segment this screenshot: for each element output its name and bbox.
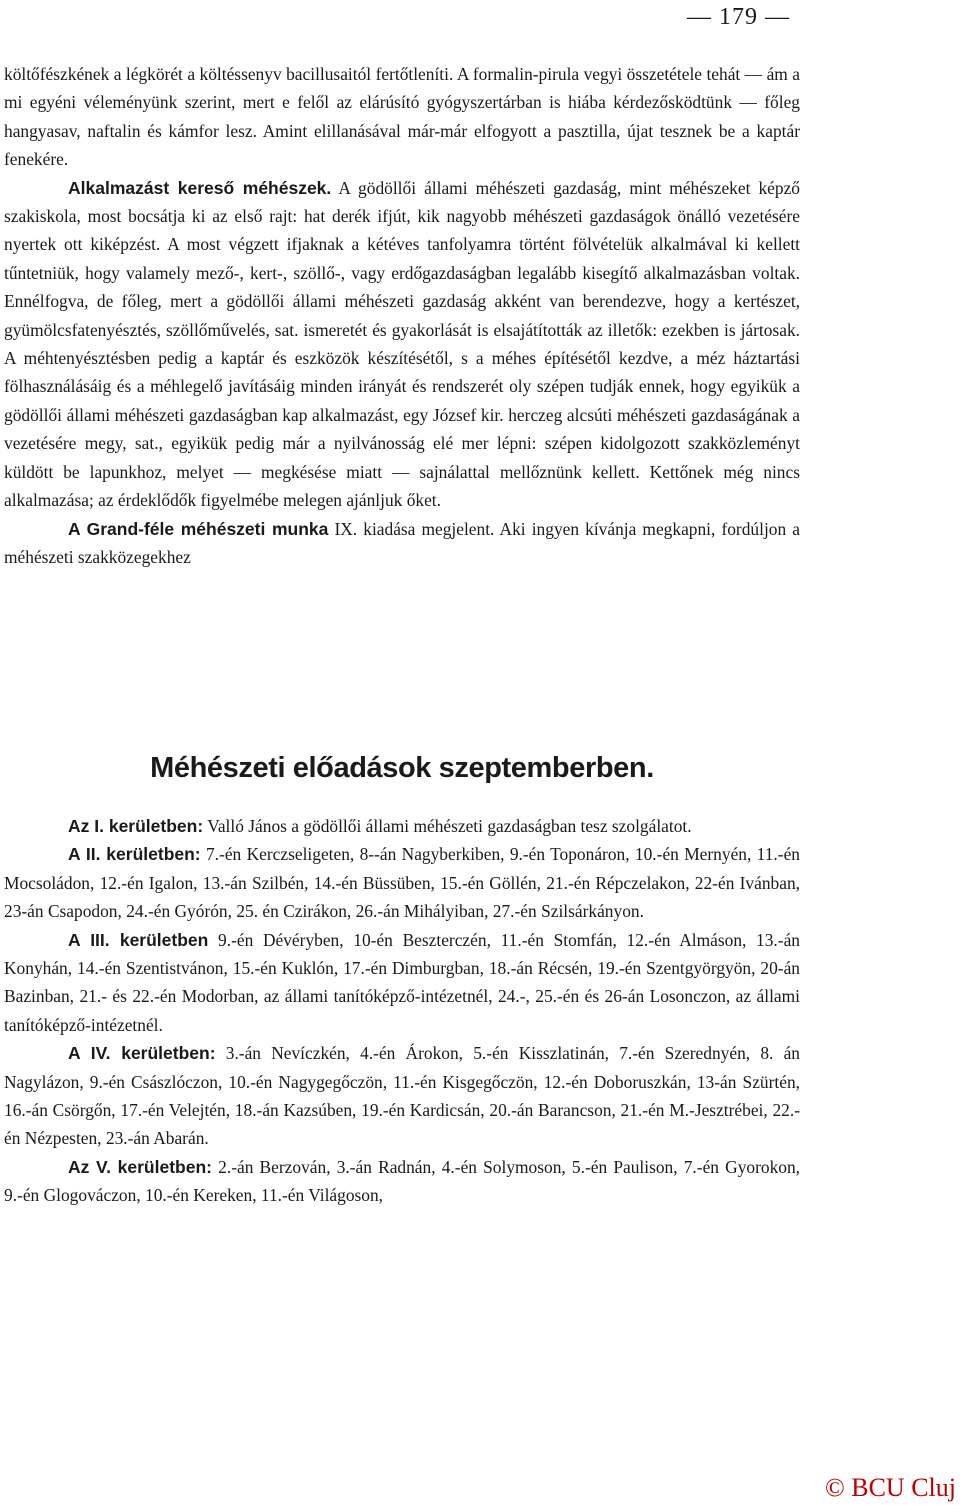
copyright-watermark: © BCU Cluj	[824, 1473, 956, 1502]
district-4-label: A IV. kerületben:	[68, 1043, 216, 1064]
heading-grand: A Grand-féle méhészeti munka	[68, 518, 329, 539]
district-4	[4, 1039, 800, 1153]
district-5-text: 2.-án Berzován, 3.-án Radnán, 4.-én Solymoson, 5.-én Paulison, 7.-én Gyorokon, 9.-én Glogováczon, 10.-én Kereken, 11.-én Világoson,	[4, 1156, 801, 1206]
paragraph-formalin: költőfészkének a légkörét a költéssenyv bacillusaitól fertőtleníti. A formalin-pirula vegyi összetétele tehát — ám a mi egyéni véleményünk szerint, mert e felől az elárúsító gyógyszertárban is hiába kérdezősködtünk — főleg hangyasav, naftalin és kámfor lesz. Amint elillanásával már-már elfogyott a pasztilla, újat tesznek be a kaptár fenekére.	[4, 64, 800, 170]
page-number: — 179 —	[687, 4, 790, 30]
district-3	[4, 926, 800, 1040]
district-1-text: Valló János a gödöllői állami méhészeti gazdaságban tesz szolgálatot.	[203, 816, 692, 836]
heading-beekeepers: Alkalmazást kereső méhészek.	[68, 177, 332, 198]
paragraph-grand	[4, 515, 800, 572]
lectures-section	[4, 748, 800, 1210]
district-5	[4, 1153, 800, 1210]
district-2	[4, 840, 800, 925]
district-1	[4, 812, 800, 840]
paragraph-beekeepers	[4, 174, 800, 515]
district-3-label: A III. kerületben	[68, 929, 209, 950]
district-4-text: 3.-án Nevíczkén, 4.-én Árokon, 5.-én Kisszlatinán, 7.-én Szerednyén, 8. án Nagylázon, 9.-én Császlóczon, 10.-én Nagygegőczön, 11.-én Kisgegőczön, 12.-én Doboruszkán, 13-án Szürtén, 16.-án Csörgőn, 17.-én Velejtén, 18.-án Kazsúben, 19.-én Kardicsán, 20.-án Barancson, 21.-én M.-Jesztrébei, 22.-én Nézpesten, 23.-án Abarán.	[4, 1043, 800, 1149]
news-section	[4, 60, 800, 571]
section-title: Méhészeti előadások szeptemberben.	[150, 752, 654, 784]
district-1-label: Az I. kerületben:	[68, 816, 204, 836]
district-2-text: 7.-én Kerczseligeten, 8--án Nagyberkiben, 9.-én Toponáron, 10.-én Mernyén, 11.-én Mocsoládon, 12.-én Igalon, 13.-án Szilbén, 14.-én Büssüben, 15.-én Göllén, 21.-én Répczelakon, 22-én Ivánban, 23-án Csapodon, 24.-én Gyórón, 25. én Czirákon, 26.-án Mihályiban, 27.-én Szilsárkányon.	[4, 844, 800, 922]
paragraph-beekeepers-text: A gödöllői állami méhészeti gazdaság, mint méhészeket képző szakiskola, most bocsátja ki az első rajt: hat derék ifjút, kik nagyobb méhészeti gazdaságok önálló vezetésére nyertek ott kiképzést. A most végzett ifjaknak a kétéves tanfolyamra történt fölvételük alkalmával ki kellett tűntetniük, hogy valamely mező-, kert-, szöllő-, vagy erdőgazdaságban legalább kisegítő alkalmazásban voltak. Ennélfogva, de főleg, mert a gödöllői állami méhészeti gazdaság akként van berendezve, hogy a kertészet, gyümölcsfatenyésztés, szöllőművelés, sat. ismeretét és gyakorlását is elsajátították az illetők: ezekben is jártosak. A méhtenyésztésben pedig a kaptár és eszközök készítésétől, s a méhes építésétől kezdve, a méz háztartási fölhasználásáig és a méhlegelő javításáig minden irányát és rendszerét oly szépen tudják ennek, hogy egyikük a gödöllői állami méhészeti gazdaságban kap alkalmazást, egy József kir. herczeg alcsúti méhészeti gazdaságának a vezetésére megy, sat., egyikük pedig már a nyilvánosság elé mer lépni: szépen kidolgozott szakközleményt küldött be lapunkhoz, melyet — megkésése miatt — sajnálattal mellőznünk kellett. Kettőnek még nincs alkalmazása; az érdeklődők figyelmébe melegen ajánljuk őket.	[4, 177, 800, 511]
district-2-label: A II. kerületben:	[68, 844, 201, 865]
district-3-text: 9.-én Dévéryben, 10-én Beszterczén, 11.-én Stomfán, 12.-én Almáson, 13.-án Konyhán, 14.-én Szentistvánon, 15.-én Kuklón, 17.-én Dimburgban, 18.-án Récsén, 19.-én Szentgyörgyön, 20-án Bazinban, 21.- és 22.-én Modorban, az állami tanítóképző-intézetnél, 24.-, 25.-én és 26-án Losonczon, az állami tanítóképző-intézetnél.	[4, 929, 800, 1035]
paragraph-grand-text: IX. kiadása megjelent. Aki ingyen kívánja megkapni, fordúljon a méhészeti szakközegekhez	[4, 518, 800, 567]
district-5-label: Az V. kerületben:	[68, 1156, 212, 1177]
